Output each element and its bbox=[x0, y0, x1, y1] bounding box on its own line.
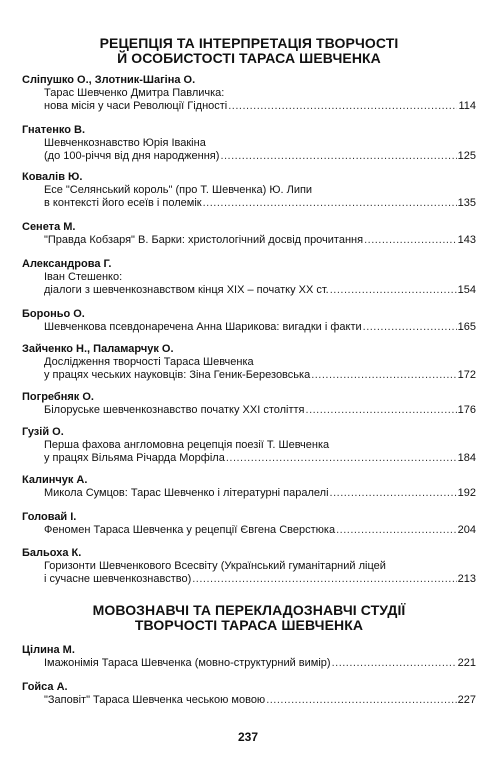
leader-dots bbox=[220, 150, 456, 163]
entry-author: Бальоха К. bbox=[22, 547, 82, 559]
toc-entry bbox=[22, 74, 476, 113]
entry-title-line: (до 100-річчя від дня народження) ..... 125 bbox=[22, 150, 476, 163]
entry-title-line: "Правда Кобзаря" В. Барки: христологічний досвід прочитання ..... 143 bbox=[22, 234, 476, 247]
entry-page-number: 154 bbox=[457, 284, 476, 296]
entry-title-line: Білоруське шевченкознавство початку XXI століття ..... 176 bbox=[22, 404, 476, 417]
entry-page-number: 135 bbox=[457, 197, 476, 209]
entry-title-line: Шевченкова псевдонаречена Анна Шарикова: вигадки і факти ..... 165 bbox=[22, 321, 476, 334]
leader-dots bbox=[226, 452, 457, 465]
entry-title-line: Дослідження творчості Тараса Шевченка bbox=[44, 356, 254, 368]
entry-title-line: і сучасне шевченкознавство) ..... 213 bbox=[22, 573, 476, 586]
entry-author: Бороньо О. bbox=[22, 308, 85, 320]
entry-author: Александрова Г. bbox=[22, 258, 112, 270]
toc-entry bbox=[22, 171, 476, 210]
entry-author: Гузій О. bbox=[22, 426, 64, 438]
entry-author: Головай І. bbox=[22, 511, 77, 523]
entry-author: Сенета М. bbox=[22, 221, 76, 233]
toc-entry bbox=[22, 426, 476, 465]
entry-title-line: Шевченкознавство Юрія Івакіна bbox=[44, 137, 206, 149]
entry-page-number: 221 bbox=[457, 657, 476, 669]
entry-page-number: 213 bbox=[457, 573, 476, 585]
leader-dots bbox=[336, 524, 457, 537]
section-title bbox=[22, 36, 476, 66]
section-title-line: РЕЦЕПЦІЯ ТА ІНТЕРПРЕТАЦІЯ ТВОРЧОСТІ bbox=[99, 35, 399, 51]
leader-dots bbox=[363, 321, 457, 334]
entry-author: Ковалів Ю. bbox=[22, 171, 83, 183]
entry-author: Зайченко Н., Паламарчук О. bbox=[22, 343, 174, 355]
entry-title-line: Горизонти Шевченкового Всесвіту (Український гуманітарний ліцей bbox=[44, 560, 386, 572]
entry-page-number: 204 bbox=[457, 524, 476, 536]
entry-title-line: в контексті його есеїв і полемік ..... 135 bbox=[22, 197, 476, 210]
entry-author: Калинчук А. bbox=[22, 474, 88, 486]
leader-dots bbox=[364, 234, 457, 247]
leader-dots bbox=[228, 100, 457, 113]
entry-author: Сліпушко О., Злотник-Шагіна О. bbox=[22, 74, 196, 86]
entry-author: Погребняк О. bbox=[22, 391, 94, 403]
toc-entry bbox=[22, 474, 476, 500]
entry-title-line: Есе "Селянський король" (про Т. Шевченка) Ю. Липи bbox=[44, 184, 313, 196]
entry-author: Гнатенко В. bbox=[22, 124, 86, 136]
entry-author: Гойса А. bbox=[22, 681, 68, 693]
toc-entry bbox=[22, 308, 476, 334]
toc-entry bbox=[22, 124, 476, 163]
entry-page-number: 176 bbox=[457, 404, 476, 416]
toc-entry bbox=[22, 511, 476, 537]
entry-author: Цілина М. bbox=[22, 644, 75, 656]
entry-title-line: нова місія у часи Революції Гідності ..... 114 bbox=[22, 100, 476, 113]
entry-title-line: Тарас Шевченко Дмитра Павличка: bbox=[44, 87, 225, 99]
entry-page-number: 172 bbox=[457, 369, 476, 381]
entry-title-line: у працях чеських науковців: Зіна Геник-Березовська ..... 172 bbox=[22, 369, 476, 382]
entry-page-number: 165 bbox=[457, 321, 476, 333]
entry-title-line: Микола Сумцов: Тарас Шевченко і літературні паралелі ..... 192 bbox=[22, 487, 476, 500]
toc-entry bbox=[22, 391, 476, 417]
entry-title-line: у працях Вільяма Річарда Морфіла ..... 184 bbox=[22, 452, 476, 465]
leader-dots bbox=[266, 694, 456, 707]
leader-dots bbox=[311, 369, 456, 382]
leader-dots bbox=[330, 284, 457, 297]
entry-page-number: 114 bbox=[458, 100, 476, 112]
entry-title-line: "Заповіт" Тараса Шевченка чеською мовою ..... 227 bbox=[22, 694, 476, 707]
leader-dots bbox=[192, 573, 456, 586]
leader-dots bbox=[306, 404, 457, 417]
leader-dots bbox=[332, 657, 457, 670]
entry-title-line: Феномен Тараса Шевченка у рецепції Євгена Сверстюка ..... 204 bbox=[22, 524, 476, 537]
section-title-line: ТВОРЧОСТІ ТАРАСА ШЕВЧЕНКА bbox=[134, 617, 364, 633]
section-title bbox=[22, 603, 476, 633]
entry-page-number: 184 bbox=[457, 452, 476, 464]
entry-page-number: 227 bbox=[457, 694, 476, 706]
toc-entry bbox=[22, 681, 476, 707]
entry-title-line: діалоги з шевченкознавством кінця XIX – початку XX ст. ..... 154 bbox=[22, 284, 476, 297]
toc-entry bbox=[22, 644, 476, 670]
toc-entry bbox=[22, 547, 476, 586]
entry-title-line: Імажонімія Тараса Шевченка (мовно-структурний вимір) ..... 221 bbox=[22, 657, 476, 670]
entry-page-number: 192 bbox=[457, 487, 476, 499]
toc-entry bbox=[22, 343, 476, 382]
entry-title-line: Іван Стешенко: bbox=[44, 271, 123, 283]
toc-entry bbox=[22, 258, 476, 297]
section-title-line: МОВОЗНАВЧІ ТА ПЕРЕКЛАДОЗНАВЧІ СТУДІЇ bbox=[92, 602, 406, 618]
entry-title-line: Перша фахова англомовна рецепція поезії Т. Шевченка bbox=[44, 439, 330, 451]
entry-page-number: 143 bbox=[457, 234, 476, 246]
leader-dots bbox=[330, 487, 457, 500]
entry-page-number: 125 bbox=[457, 150, 476, 162]
page-number: 237 bbox=[237, 730, 259, 744]
section-title-line: Й ОСОБИСТОСТІ ТАРАСА ШЕВЧЕНКА bbox=[117, 50, 381, 66]
leader-dots bbox=[203, 197, 457, 210]
toc-entry bbox=[22, 221, 476, 247]
